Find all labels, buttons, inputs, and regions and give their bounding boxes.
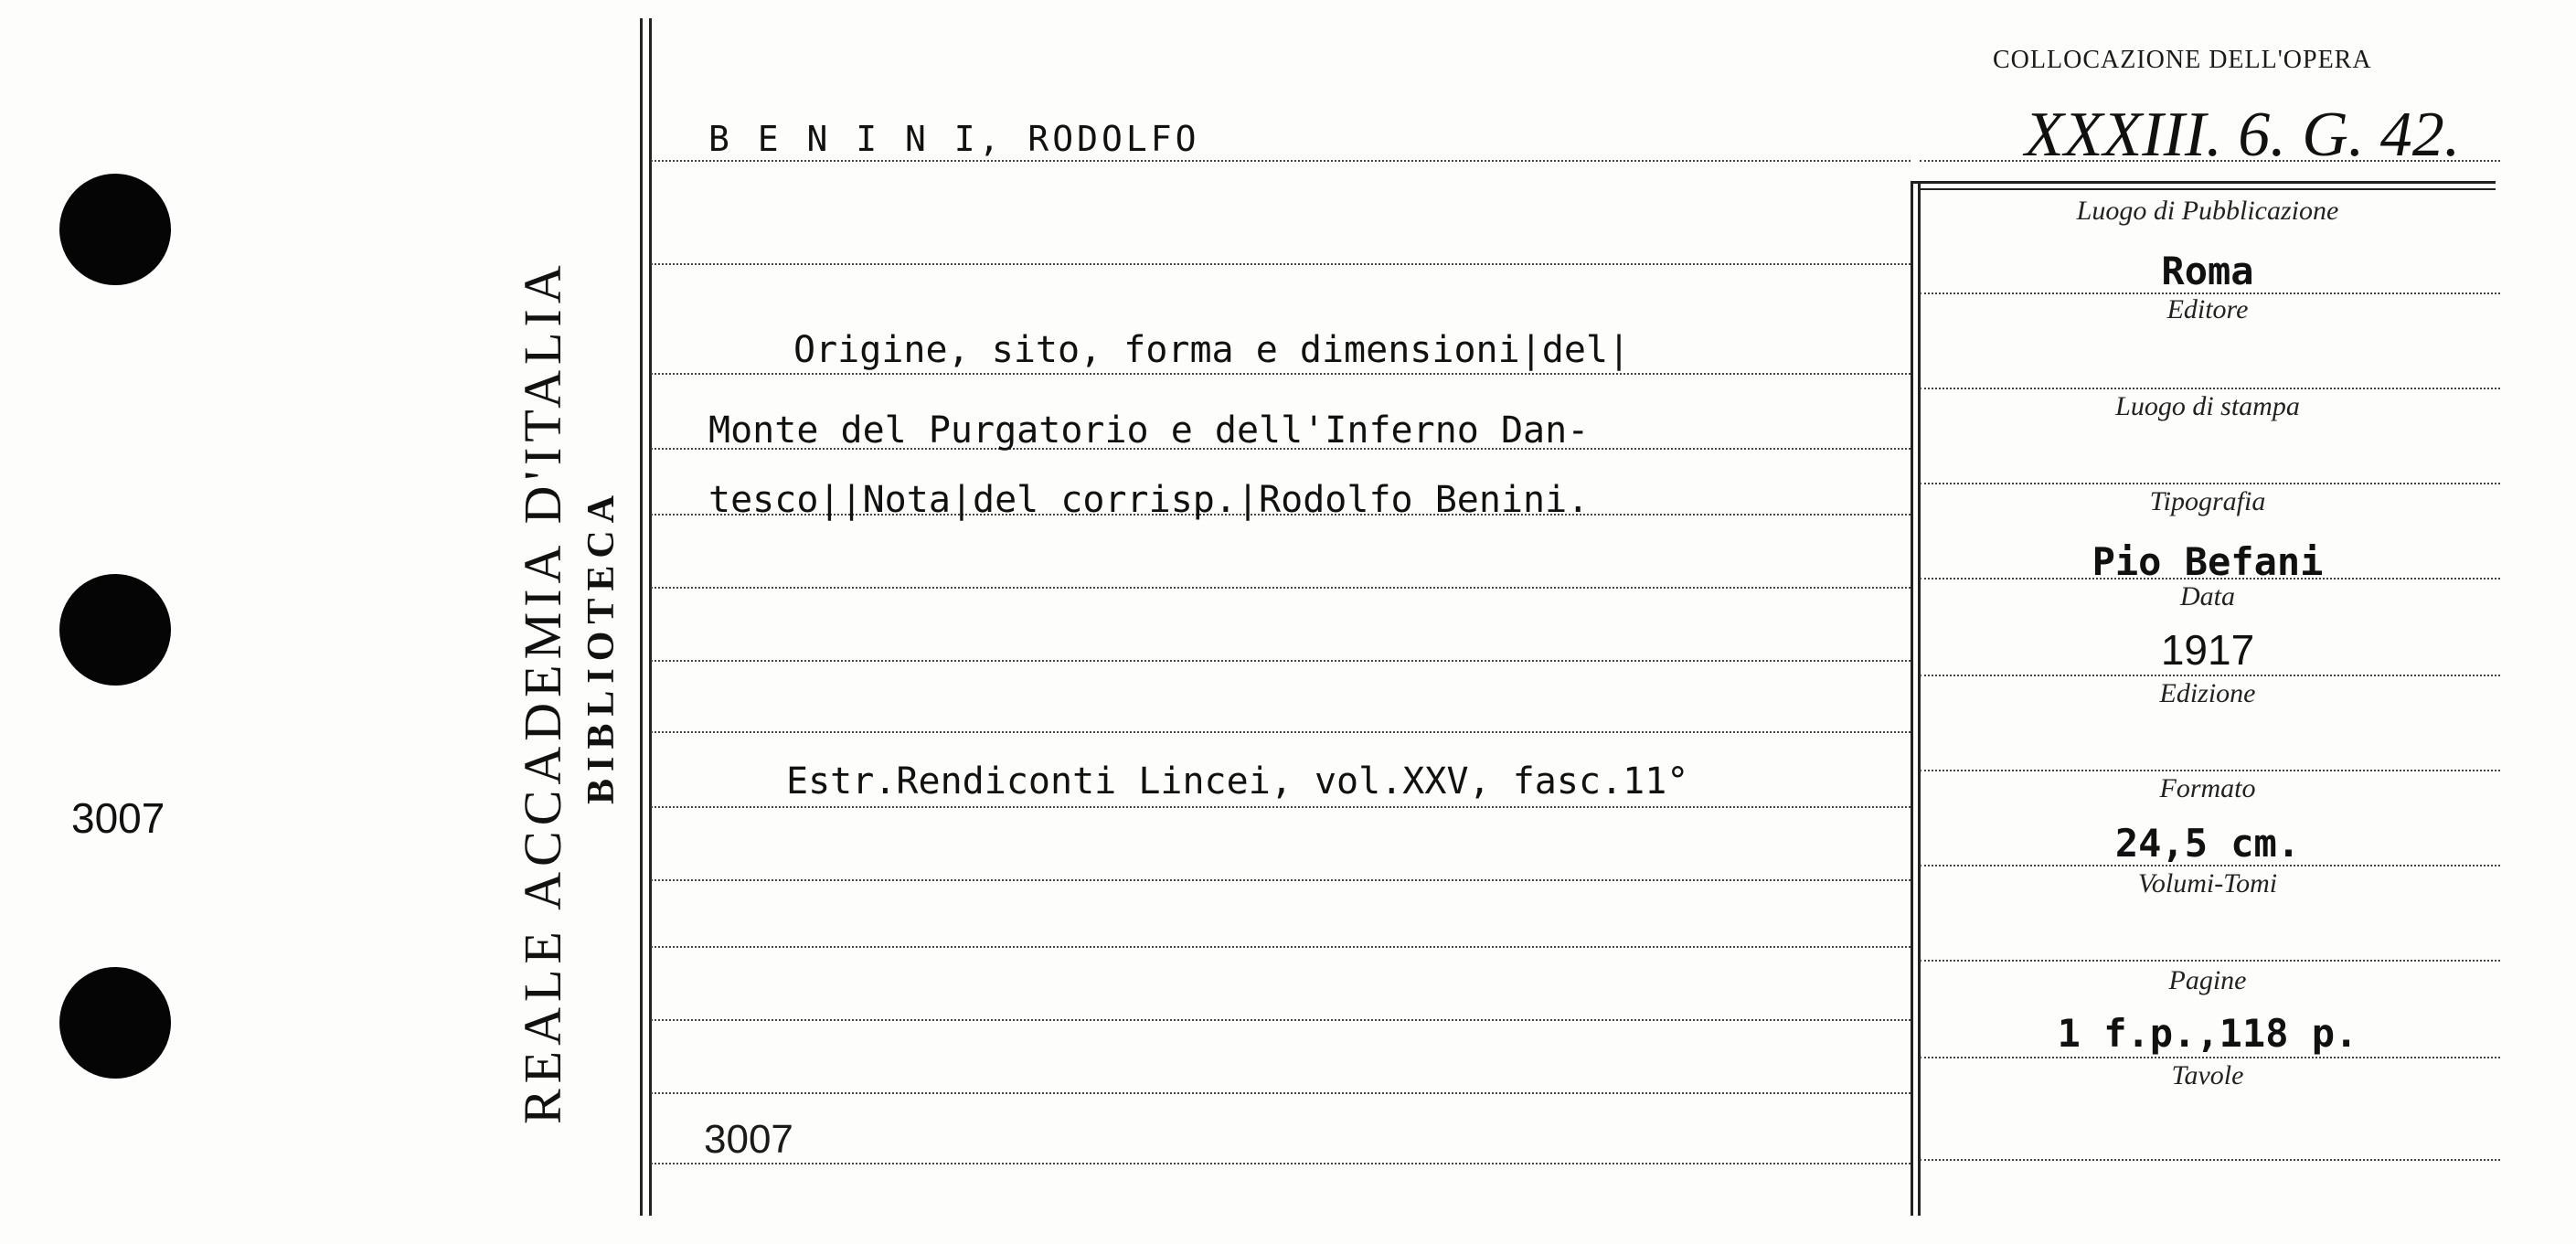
publication-place-label: Luogo di Pubblicazione (2076, 196, 2339, 226)
date-value: 1917 (2160, 626, 2255, 674)
field-line (1920, 675, 2500, 676)
ruled-line (651, 1163, 1911, 1164)
ruled-line (651, 587, 1911, 589)
format-label: Formato (2159, 773, 2256, 803)
punch-hole-bottom (59, 967, 171, 1079)
field-line (1920, 483, 2500, 484)
title-line-1: Origine, sito, forma e dimensioni|del| (793, 329, 1631, 371)
field-line (1920, 1159, 2500, 1161)
collocation-label: COLLOCAZIONE DELL'OPERA (1993, 46, 2372, 74)
plates-label: Tavole (2171, 1060, 2244, 1090)
ruled-line (651, 263, 1911, 265)
pages-value: 1 f.p.,118 p. (2057, 1011, 2358, 1056)
top-right-rule-a (1911, 181, 2496, 184)
author-heading: B E N I N I, RODOLFO (708, 119, 1200, 159)
title-line-2: Monte del Purgatorio e dell'Inferno Dan- (708, 409, 1590, 452)
field-line (1920, 770, 2500, 771)
left-double-rule-a (640, 18, 643, 1216)
ruled-line (651, 160, 1911, 162)
publisher-label: Editore (2166, 294, 2249, 324)
punch-hole-middle (59, 574, 171, 686)
format-value: 24,5 cm. (2114, 821, 2301, 866)
field-line (1920, 388, 2500, 389)
ruled-line (651, 946, 1911, 948)
publication-place-value: Roma (2161, 249, 2254, 293)
collocation-value: XXXIII. 6. G. 42. (2025, 100, 2461, 170)
extract-note: Estr.Rendiconti Lincei, vol.XXV, fasc.11° (786, 760, 1689, 803)
ruled-line (651, 660, 1911, 662)
institution-name: REALE ACCADEMIA D'ITALIA (513, 260, 572, 1124)
pages-label: Pagine (2168, 965, 2247, 995)
field-line (1920, 1057, 2500, 1058)
left-double-rule-b (649, 18, 652, 1216)
field-line (1920, 960, 2500, 962)
ruled-line (651, 879, 1911, 881)
ruled-line (651, 1092, 1911, 1094)
top-right-rule-b (1918, 188, 2496, 190)
ruled-line (651, 373, 1911, 375)
date-label: Data (2180, 581, 2235, 611)
edition-label: Edizione (2159, 678, 2256, 708)
volumes-label: Volumi-Tomi (2137, 868, 2278, 898)
institution-department: BIBLIOTECA (580, 487, 623, 804)
right-double-rule-a (1911, 183, 1913, 1216)
ruled-line (651, 806, 1911, 808)
card-number-left: 3007 (71, 794, 165, 842)
title-line-3: tesco||Nota|del corrisp.|Rodolfo Benini. (708, 479, 1590, 521)
punch-hole-top (59, 174, 171, 285)
card-number-bottom: 3007 (704, 1117, 793, 1162)
printer-value: Pio Befani (2092, 539, 2324, 584)
printer-label: Tipografia (2149, 486, 2266, 516)
ruled-line (651, 731, 1911, 733)
printing-place-label: Luogo di stampa (2115, 391, 2300, 421)
ruled-line (651, 1019, 1911, 1021)
